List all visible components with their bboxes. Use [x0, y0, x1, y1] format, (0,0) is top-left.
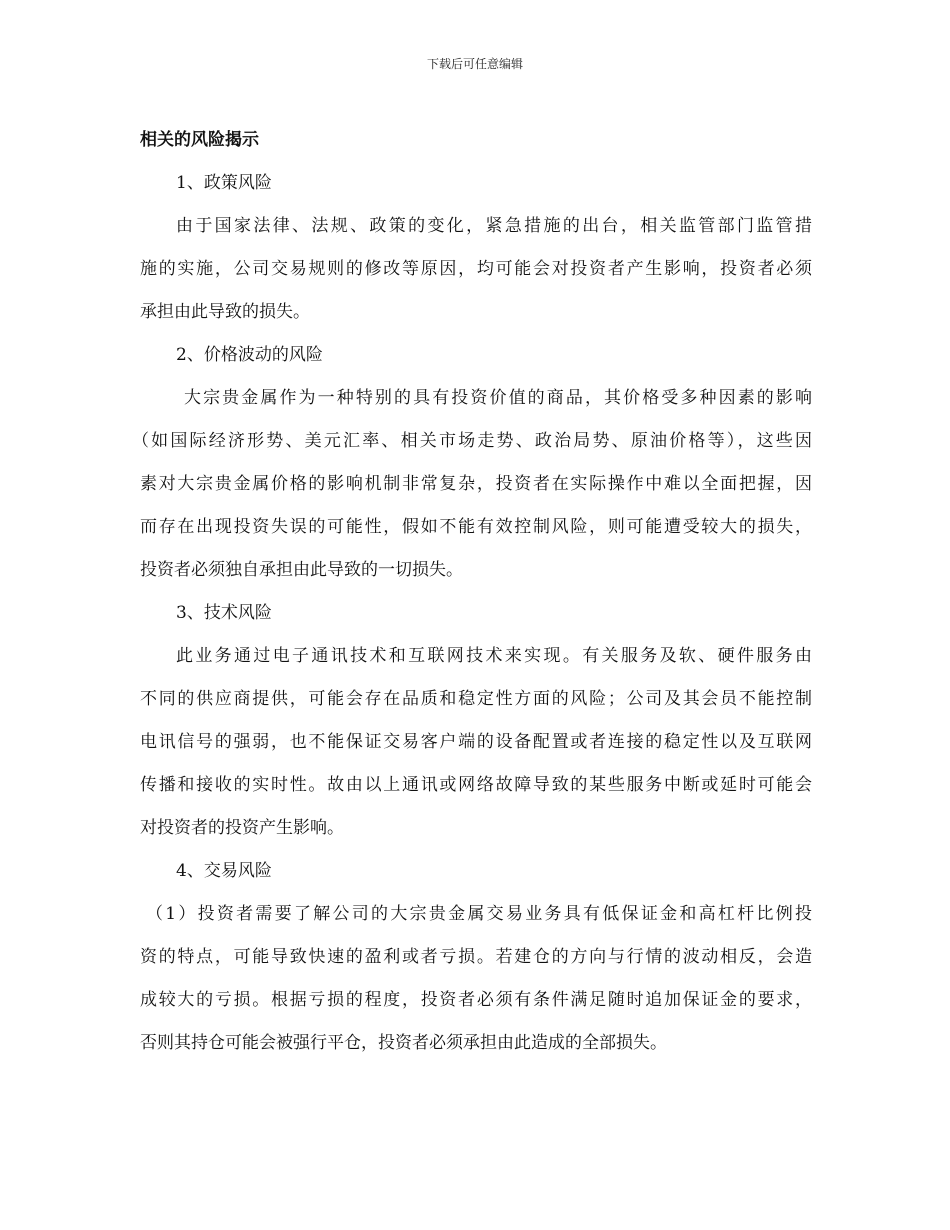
section-heading-price-risk: 2、价格波动的风险 — [176, 345, 323, 365]
document-title: 相关的风险揭示 — [140, 130, 259, 150]
paragraph-line: 否则其持仓可能会被强行平仓，投资者必须承担由此造成的全部损失。 — [140, 1033, 667, 1053]
paragraph-line: 成较大的亏损。根据亏损的程度，投资者必须有条件满足随时追加保证金的要求， — [140, 990, 812, 1010]
section-paragraph-policy-risk — [140, 212, 812, 326]
paragraph-line: （如国际经济形势、美元汇率、相关市场走势、政治局势、原油价格等），这些因 — [132, 431, 812, 451]
paragraph-line: 资的特点，可能导致快速的盈利或者亏损。若建仓的方向与行情的波动相反，会造 — [140, 947, 812, 967]
paragraph-line: 素对大宗贵金属价格的影响机制非常复杂，投资者在实际操作中难以全面把握，因 — [140, 474, 812, 494]
paragraph-line: 不同的供应商提供，可能会存在品质和稳定性方面的风险；公司及其会员不能控制 — [140, 689, 812, 709]
paragraph-line: 承担由此导致的损失。 — [140, 302, 310, 322]
section-heading-policy-risk: 1、政策风险 — [176, 173, 272, 193]
paragraph-line: 大宗贵金属作为一种特别的具有投资价值的商品，其价格受多种因素的影响 — [184, 388, 812, 408]
paragraph-line: 而存在出现投资失误的可能性，假如不能有效控制风险，则可能遭受较大的损失， — [140, 517, 812, 537]
paragraph-line: 投资者必须独自承担由此导致的一切损失。 — [140, 560, 463, 580]
paragraph-line: （1）投资者需要了解公司的大宗贵金属交易业务具有低保证金和高杠杆比例投 — [146, 904, 812, 924]
section-paragraph-trading-risk — [140, 900, 812, 1057]
paragraph-line: 对投资者的投资产生影响。 — [140, 818, 344, 838]
paragraph-line: 传播和接收的实时性。故由以上通讯或网络故障导致的某些服务中断或延时可能会 — [140, 775, 812, 795]
page-header: 下载后可任意编辑 — [426, 57, 523, 71]
paragraph-line: 由于国家法律、法规、政策的变化，紧急措施的出台，相关监管部门监管措 — [176, 216, 812, 236]
paragraph-line: 施的实施，公司交易规则的修改等原因，均可能会对投资者产生影响，投资者必须 — [140, 259, 812, 279]
paragraph-line: 电讯信号的强弱，也不能保证交易客户端的设备配置或者连接的稳定性以及互联网 — [140, 732, 812, 752]
document-body — [132, 126, 812, 1072]
section-paragraph-technical-risk — [140, 642, 812, 842]
section-paragraph-price-risk — [132, 384, 812, 584]
section-heading-trading-risk: 4、交易风险 — [176, 861, 272, 881]
paragraph-line: 此业务通过电子通讯技术和互联网技术来实现。有关服务及软、硬件服务由 — [176, 646, 812, 666]
section-heading-technical-risk: 3、技术风险 — [176, 603, 272, 623]
